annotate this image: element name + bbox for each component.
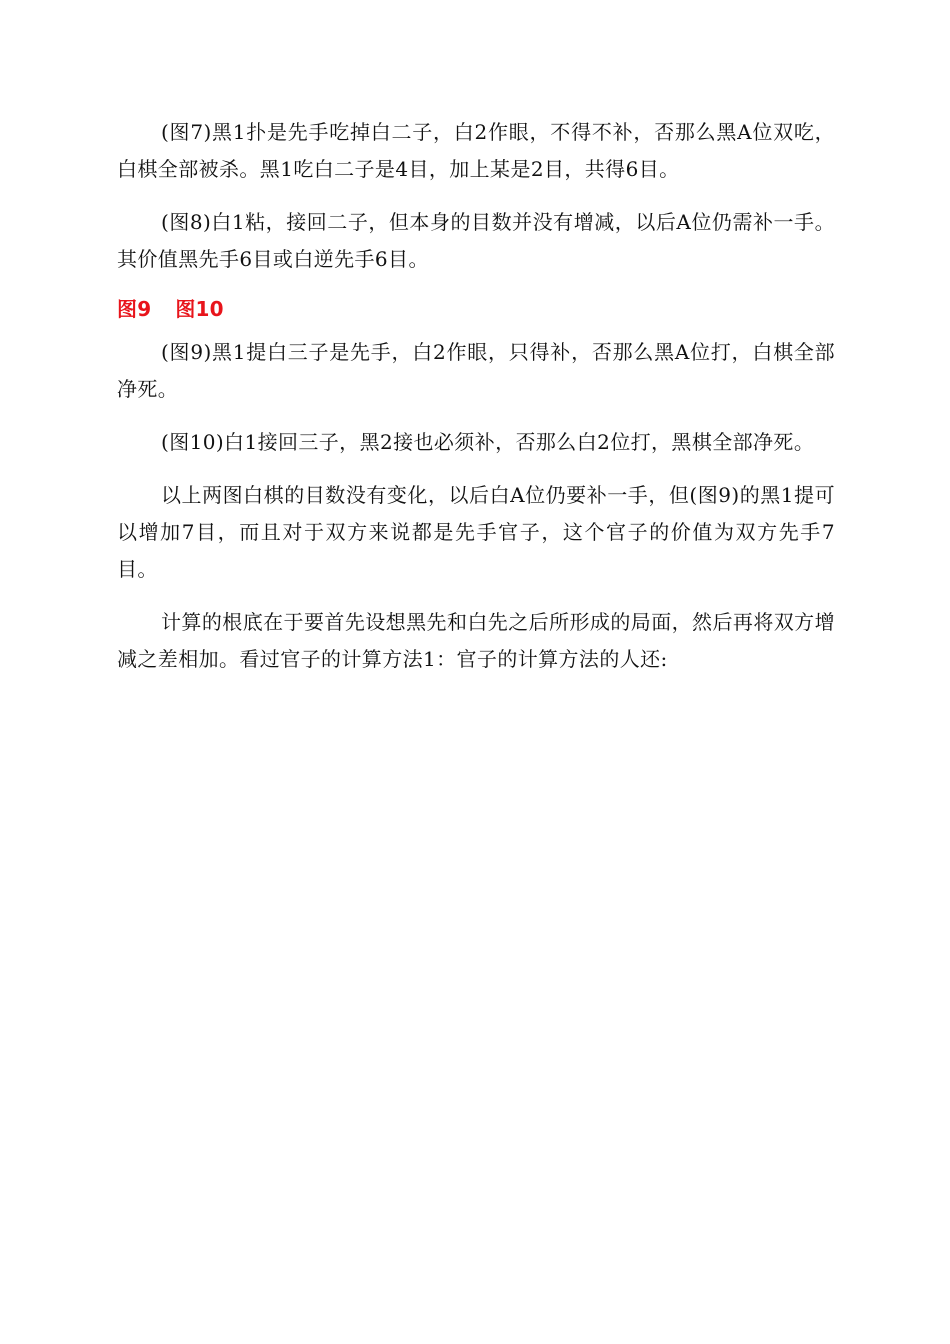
paragraph-comparison: 以上两图白棋的目数没有变化，以后白A位仍要补一手，但(图9)的黑1提可以增加7目，而且对于双方来说都是先手官子，这个官子的价值为双方先手7目。 <box>117 483 835 581</box>
paragraph-figure-9: (图9)黑1提白三子是先手，白2作眼，只得补，否那么黑A位打，白棋全部净死。 <box>117 340 835 401</box>
paragraph-figure-7: (图7)黑1扑是先手吃掉白二子，白2作眼，不得不补，否那么黑A位双吃，白棋全部被杀。黑1吃白二子是4目，加上某是2目，共得6目。 <box>117 120 835 181</box>
figure-10-label: 图10 <box>175 297 224 321</box>
figure-9-label: 图9 <box>117 297 152 321</box>
paragraph-figure-8: (图8)白1粘，接回二子，但本身的目数并没有增减，以后A位仍需补一手。其价值黑先手6目或白逆先手6目。 <box>117 210 835 271</box>
paragraph-conclusion: 计算的根底在于要首先设想黑先和白先之后所形成的局面，然后再将双方增减之差相加。看过官子的计算方法1：官子的计算方法的人还: <box>117 610 835 671</box>
figure-heading <box>117 294 835 324</box>
document-body <box>117 114 835 694</box>
paragraph-figure-10: (图10)白1接回三子，黑2接也必须补，否那么白2位打，黑棋全部净死。 <box>161 430 815 454</box>
